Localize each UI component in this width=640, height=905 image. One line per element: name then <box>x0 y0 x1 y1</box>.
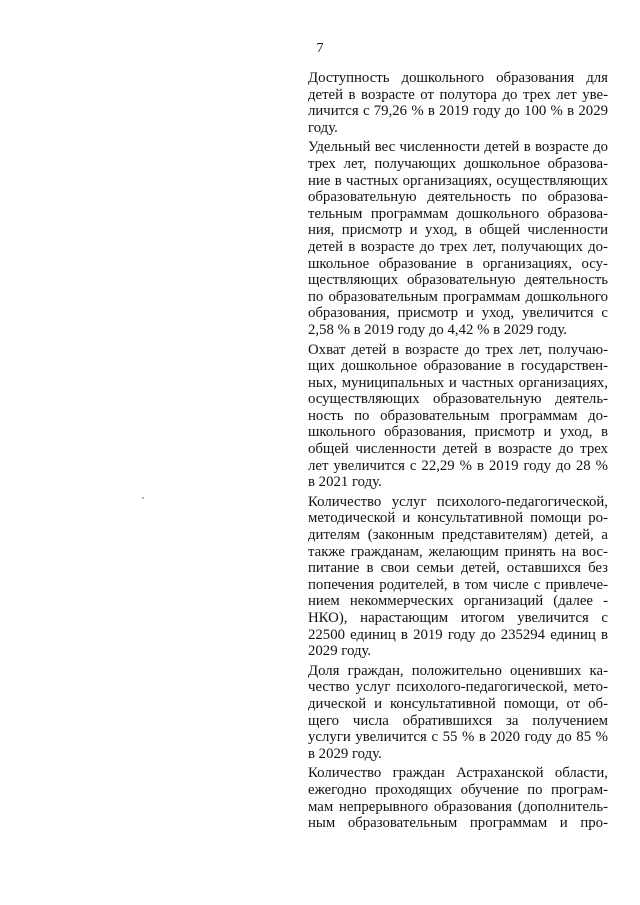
text-line: ния, присмотр и уход, в общей численности <box>308 222 608 239</box>
text-line: нием некоммерческих организаций (далее - <box>308 593 608 610</box>
text-line: осуществляющих образовательную деятель- <box>308 391 608 408</box>
paragraph <box>308 765 608 831</box>
text-line: тельным программам дошкольного образова- <box>308 205 608 222</box>
text-line: питание в свои семьи детей, оставшихся без <box>308 560 608 577</box>
text-line: в 2029 году. <box>308 745 382 762</box>
text-line: ществляющих образовательную деятельность <box>308 272 608 289</box>
text-line: образовательную деятельность по образова- <box>308 189 608 206</box>
text-line: в 2021 году. <box>308 474 382 491</box>
text-line: ным образовательным программам и про- <box>308 815 608 832</box>
text-line: по образовательным программам дошкольного <box>308 288 608 305</box>
text-line: щих дошкольное образование в государствен- <box>308 358 608 375</box>
text-line: образования, присмотр и уход, увеличится с <box>308 305 608 322</box>
text-line: чество услуг психолого-педагогической, мето- <box>308 679 608 696</box>
text-line: Количество граждан Астраханской области, <box>308 765 608 782</box>
page-number: 7 <box>316 41 324 56</box>
text-line: услуги увеличится с 55 % в 2020 году до 85 % <box>308 729 608 746</box>
text-line: Охват детей в возрасте до трех лет, получаю- <box>308 341 608 358</box>
text-line: мам непрерывного образования (дополнитель- <box>308 798 608 815</box>
text-line: 2,58 % в 2019 году до 4,42 % в 2029 году. <box>308 321 567 338</box>
text-line: НКО), нарастающим итогом увеличится с <box>308 610 608 626</box>
paragraph <box>308 342 608 491</box>
text-line: попечения родителей, в том числе с привлече- <box>308 576 608 593</box>
text-line: личится с 79,26 % в 2019 году до 100 % в 2029 <box>308 103 608 120</box>
text-line: 2029 году. <box>308 643 372 660</box>
text-line: 22500 единиц в 2019 году до 235294 единиц в <box>308 626 608 643</box>
text-line: дителям (законным представителям) детей, а <box>308 527 608 544</box>
text-line: дической и консультативной помощи, от об- <box>308 695 608 712</box>
text-line: лет увеличится с 22,29 % в 2019 году до 28 % <box>308 457 608 474</box>
text-line: школьное образование в организациях, осу- <box>308 255 608 272</box>
text-line: Доступность дошкольного образования для <box>308 70 608 86</box>
paragraph <box>308 494 608 660</box>
text-line: ние в частных организациях, осуществляющих <box>308 172 608 189</box>
paragraph <box>308 139 608 338</box>
text-column <box>308 70 608 835</box>
text-line: детей в возрасте до трех лет, получающих до- <box>308 238 608 255</box>
text-line: Доля граждан, положительно оценивших ка- <box>308 662 608 679</box>
text-line: школьного образования, присмотр и уход, в <box>308 424 608 441</box>
paragraph <box>308 70 608 136</box>
text-line: также гражданам, желающим принять на вос- <box>308 543 608 560</box>
text-line: общей численности детей в возрасте до трех <box>308 441 608 458</box>
text-line: Количество услуг психолого-педагогической, <box>308 493 608 510</box>
text-line: детей в возрасте от полутора до трех лет уве- <box>308 86 608 103</box>
text-line: ность по образовательным программам до- <box>308 407 608 424</box>
text-line: трех лет, получающих дошкольное образова- <box>308 155 608 172</box>
text-line: ных, муниципальных и частных организациях, <box>308 374 608 391</box>
text-line: методической и консультативной помощи ро- <box>308 510 608 527</box>
scan-artifact-dot <box>142 497 144 499</box>
paragraph <box>308 663 608 763</box>
text-line: ежегодно проходящих обучение по програм- <box>308 781 608 798</box>
text-line: щего числа обратившихся за получением <box>308 712 608 729</box>
text-line: году. <box>308 119 338 136</box>
text-line: Удельный вес численности детей в возрасте до <box>308 139 608 156</box>
